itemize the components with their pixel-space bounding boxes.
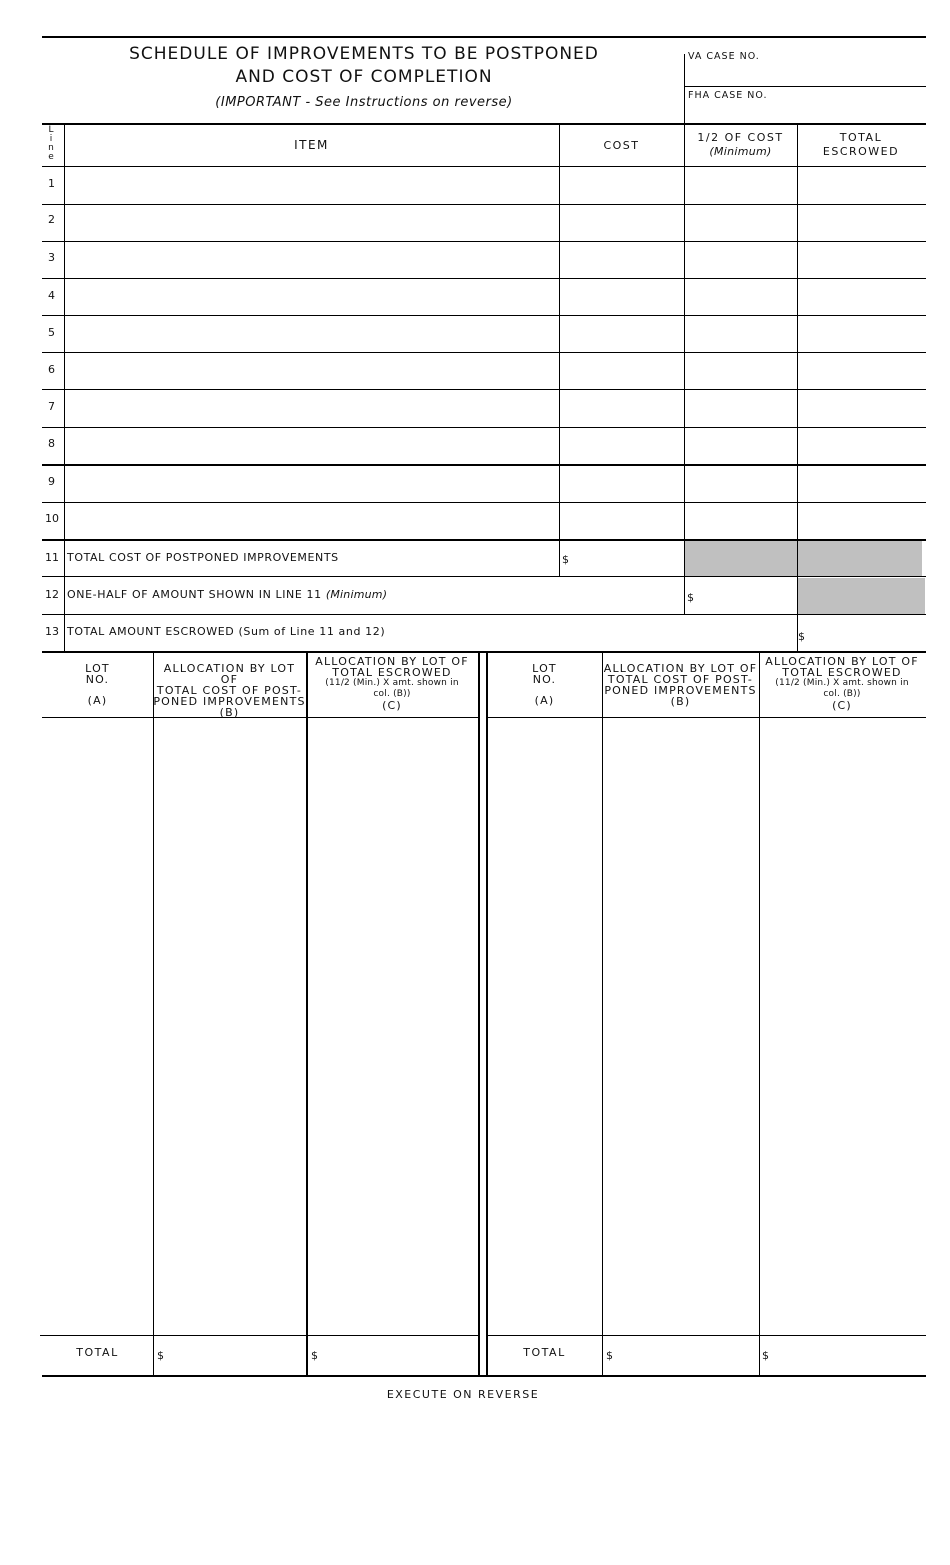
line11-cost-field[interactable] bbox=[572, 542, 682, 575]
half-cost-field[interactable] bbox=[686, 243, 795, 277]
line-number: 8 bbox=[48, 437, 55, 450]
cost-field[interactable] bbox=[561, 243, 682, 277]
lot-total-row-line bbox=[40, 1335, 479, 1336]
alloc-escrow-header: ALLOCATION BY LOT OF TOTAL ESCROWED (11/2 (Min.) X amt. shown in col. (B)) (C) bbox=[765, 655, 919, 712]
cost-field[interactable] bbox=[561, 280, 682, 314]
half-cost-field[interactable] bbox=[686, 168, 795, 203]
lot-col-divider bbox=[602, 652, 603, 1376]
row-line bbox=[42, 427, 926, 428]
half-cost-field[interactable] bbox=[686, 429, 795, 463]
row-line bbox=[42, 204, 926, 205]
cost-header: COST bbox=[603, 139, 640, 152]
half-cost-field[interactable] bbox=[686, 504, 795, 538]
shaded-cell bbox=[685, 541, 797, 576]
item-field[interactable] bbox=[66, 504, 557, 538]
cost-field[interactable] bbox=[561, 354, 682, 388]
lot-total-cost-field[interactable] bbox=[616, 1338, 757, 1374]
form-title-line2: AND COST OF COMPLETION bbox=[235, 67, 493, 87]
cost-field[interactable] bbox=[561, 206, 682, 240]
line-number: 13 bbox=[45, 625, 59, 638]
lot-no-header: LOT NO. (A) bbox=[532, 662, 557, 707]
shaded-cell bbox=[798, 578, 925, 614]
cost-field[interactable] bbox=[561, 168, 682, 203]
top-border bbox=[42, 36, 926, 38]
row-line bbox=[42, 464, 926, 466]
half-cost-header: 1/2 OF COST (Minimum) bbox=[697, 131, 784, 158]
item-field[interactable] bbox=[66, 168, 557, 203]
execute-on-reverse: EXECUTE ON REVERSE bbox=[386, 1388, 540, 1401]
line-number: 1 bbox=[48, 177, 55, 190]
half-cost-field[interactable] bbox=[686, 391, 795, 426]
line-number: 11 bbox=[45, 551, 59, 564]
item-field[interactable] bbox=[66, 354, 557, 388]
cost-field[interactable] bbox=[561, 391, 682, 426]
item-field[interactable] bbox=[66, 429, 557, 463]
row-line bbox=[42, 352, 926, 353]
item-col-divider bbox=[559, 124, 560, 577]
row-line bbox=[42, 315, 926, 316]
case-box-divider bbox=[684, 54, 685, 124]
lot-total-row-line bbox=[487, 1335, 926, 1336]
line11-label: TOTAL COST OF POSTPONED IMPROVEMENTS bbox=[67, 551, 339, 564]
total-escrowed-field[interactable] bbox=[799, 206, 924, 240]
half-cost-field[interactable] bbox=[686, 206, 795, 240]
total-escrowed-field[interactable] bbox=[799, 317, 924, 351]
row-line bbox=[42, 241, 926, 242]
cost-field[interactable] bbox=[561, 317, 682, 351]
alloc-cost-entry-area[interactable] bbox=[604, 719, 758, 1333]
va-case-label: VA CASE NO. bbox=[688, 51, 760, 62]
line-number: 6 bbox=[48, 363, 55, 376]
item-field[interactable] bbox=[66, 280, 557, 314]
line-number: 9 bbox=[48, 475, 55, 488]
row-line bbox=[42, 614, 926, 615]
lot-col-divider bbox=[306, 652, 308, 1376]
line11-dollar: $ bbox=[562, 553, 569, 566]
total-escrowed-field[interactable] bbox=[799, 429, 924, 463]
shaded-cell bbox=[798, 541, 922, 576]
center-divider bbox=[486, 652, 488, 1376]
total-escrowed-field[interactable] bbox=[799, 354, 924, 388]
center-divider bbox=[478, 652, 480, 1376]
lot-col-divider bbox=[759, 652, 760, 1376]
alloc-cost-header: ALLOCATION BY LOT OF TOTAL COST OF POST- PONED IMPROVEMENTS (B) bbox=[153, 662, 306, 719]
cost-field[interactable] bbox=[561, 504, 682, 538]
total-escrowed-field[interactable] bbox=[799, 467, 924, 501]
lot-total-dollar: $ bbox=[762, 1349, 769, 1362]
line-number: 12 bbox=[45, 588, 59, 601]
va-case-field[interactable] bbox=[688, 64, 924, 84]
line13-dollar: $ bbox=[798, 630, 805, 643]
total-escrowed-field[interactable] bbox=[799, 243, 924, 277]
fha-case-label: FHA CASE NO. bbox=[688, 90, 768, 101]
lot-total-dollar: $ bbox=[157, 1349, 164, 1362]
total-escrowed-field[interactable] bbox=[799, 504, 924, 538]
item-field[interactable] bbox=[66, 391, 557, 426]
lot-total-label: TOTAL bbox=[76, 1346, 119, 1359]
lot-total-label: TOTAL bbox=[523, 1346, 566, 1359]
lot-no-entry-area[interactable] bbox=[42, 719, 152, 1333]
line-number: 3 bbox=[48, 251, 55, 264]
lot-total-cost-field[interactable] bbox=[167, 1338, 304, 1374]
line-number: 2 bbox=[48, 213, 55, 226]
line12-half-field[interactable] bbox=[697, 579, 795, 612]
row-line bbox=[42, 502, 926, 503]
total-escrowed-field[interactable] bbox=[799, 391, 924, 426]
item-field[interactable] bbox=[66, 243, 557, 277]
alloc-cost-entry-area[interactable] bbox=[155, 719, 305, 1333]
lot-total-dollar: $ bbox=[606, 1349, 613, 1362]
line12-dollar: $ bbox=[687, 591, 694, 604]
row-line bbox=[42, 389, 926, 390]
alloc-escrow-entry-area[interactable] bbox=[309, 719, 477, 1333]
form-subtitle: (IMPORTANT - See Instructions on reverse) bbox=[215, 95, 513, 110]
row-line bbox=[42, 651, 926, 653]
alloc-escrow-entry-area[interactable] bbox=[761, 719, 925, 1333]
case-box-separator bbox=[684, 86, 926, 87]
item-header: ITEM bbox=[294, 138, 329, 152]
total-escrowed-field[interactable] bbox=[799, 280, 924, 314]
line-number: 4 bbox=[48, 289, 55, 302]
lot-header-bottom bbox=[487, 717, 926, 718]
line13-total-field[interactable] bbox=[808, 616, 924, 649]
item-field[interactable] bbox=[66, 206, 557, 240]
row-line bbox=[42, 278, 926, 279]
lot-col-divider bbox=[153, 652, 154, 1376]
total-escrowed-field[interactable] bbox=[799, 168, 924, 203]
line-number: 5 bbox=[48, 326, 55, 339]
line13-label: TOTAL AMOUNT ESCROWED (Sum of Line 11 and 12) bbox=[67, 625, 386, 638]
line-number: 10 bbox=[45, 512, 59, 525]
half-cost-field[interactable] bbox=[686, 280, 795, 314]
items-table-top-border bbox=[42, 123, 926, 125]
alloc-escrow-header: ALLOCATION BY LOT OF TOTAL ESCROWED (11/2 (Min.) X amt. shown in col. (B)) (C) bbox=[315, 655, 469, 712]
half-cost-field[interactable] bbox=[686, 467, 795, 501]
total-escrowed-header: TOTAL ESCROWED bbox=[822, 131, 900, 158]
lot-total-escrow-field[interactable] bbox=[321, 1338, 476, 1374]
lot-total-dollar: $ bbox=[311, 1349, 318, 1362]
form-title-line1: SCHEDULE OF IMPROVEMENTS TO BE POSTPONED bbox=[129, 44, 599, 64]
row-line bbox=[42, 576, 926, 577]
row-line bbox=[42, 166, 926, 167]
item-field[interactable] bbox=[66, 317, 557, 351]
fha-case-field[interactable] bbox=[688, 103, 924, 123]
alloc-cost-header: ALLOCATION BY LOT OF TOTAL COST OF POST- PONED IMPROVEMENTS (B) bbox=[603, 662, 758, 708]
lot-total-escrow-field[interactable] bbox=[772, 1338, 924, 1374]
bottom-border bbox=[42, 1375, 926, 1377]
half-cost-field[interactable] bbox=[686, 354, 795, 388]
lot-no-entry-area[interactable] bbox=[489, 719, 601, 1333]
line-header: L i n e bbox=[48, 125, 54, 162]
cost-field[interactable] bbox=[561, 429, 682, 463]
cost-field[interactable] bbox=[561, 467, 682, 501]
line-number: 7 bbox=[48, 400, 55, 413]
line12-label: ONE-HALF OF AMOUNT SHOWN IN LINE 11 (Minimum) bbox=[67, 588, 388, 601]
half-cost-field[interactable] bbox=[686, 317, 795, 351]
item-field[interactable] bbox=[66, 467, 557, 501]
lot-no-header: LOT NO. (A) bbox=[85, 662, 110, 707]
